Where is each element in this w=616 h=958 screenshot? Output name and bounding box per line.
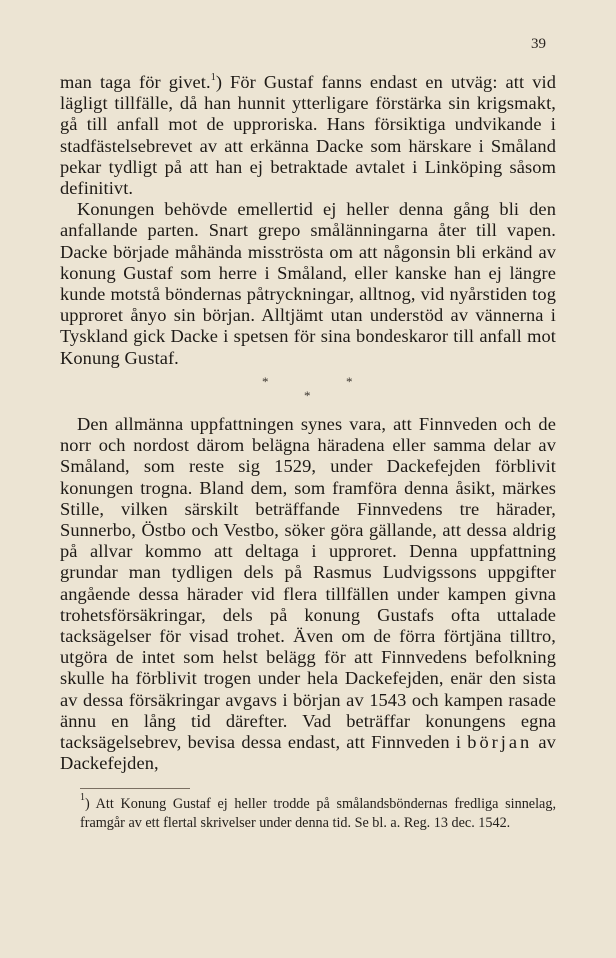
footnote-body: ) Att Konung Gustaf ej heller trodde på smålandsböndernas fredliga sinnelag, framgår av ett flertal skrivelser under denna tid. Se bl. a. Reg. 13 dec. 1542. — [80, 796, 556, 831]
paragraph-1-part-a: man taga för givet. — [60, 72, 211, 92]
footnote — [80, 792, 556, 833]
footnote-reference: 1 — [210, 72, 216, 83]
upper-text-block — [60, 72, 556, 369]
spaced-emphasis: början — [467, 732, 533, 753]
paragraph-2: Konungen behövde emellertid ej heller denna gång bli den anfallande parten. Snart grepo smålänningarna åter till vapen. Dacke började måhända misströsta om att någonsin bli erkänd av konung Gustaf som herre i Småland, eller kanske han ej längre kunde motstå böndernas påtryckningar, alltnog, vid nyårstiden tog upproret ånyo sin början. Alltjämt utan understöd av vännerna i Tyskland gick Dacke i spetsen för sina bondeskaror till anfall mot Konung Gustaf. — [60, 199, 556, 368]
lower-text-block — [60, 414, 556, 774]
paragraph-1 — [60, 72, 556, 199]
footnote-marker: 1 — [80, 792, 85, 803]
separator-star-right: * — [346, 374, 353, 389]
footnote-text — [80, 792, 556, 833]
paragraph-3-part-b: av Dackefejden, — [60, 732, 556, 774]
footnote-rule — [80, 788, 190, 789]
section-separator — [0, 374, 616, 414]
separator-star-left: * — [262, 374, 269, 389]
separator-star-center: * — [304, 388, 311, 403]
paragraph-1-part-b: ) För Gustaf fanns endast en utväg: att vid lägligt tillfälle, då han hunnit ytterligare förstärka sin krigsmakt, gå till anfall mot de upproriska. Hans försiktiga undvikande i stadfästelsebrevet av att erkänna Dacke som härskare i Småland pekar tydligt på att han ej betraktade avtalet i Linköping såsom definitivt. — [60, 72, 556, 199]
page-number: 39 — [531, 36, 546, 52]
paragraph-3-part-a: Den allmänna uppfattningen synes vara, att Finnveden och de norr och nordost därom belägna häradena eller samma delar av Småland, som reste sig 1529, under Dackefejden förblivit konungen trogna. Bland dem, som framföra denna åsikt, märkes Stille, vilken särskilt beträffande Finnvedens tre härader, Sunnerbo, Östbo och Vestbo, söker göra gällande, att dessa aldrig på allvar kommo att deltaga i upproret. Denna uppfattning grundar man tydligen dels på Rasmus Ludvigssons uppgifter angående dessa härader vid flera tillfällen under kampen givna trohetsförsäkringar, dels på konung Gustafs ofta uttalade tacksägelser för visad trohet. Även om de förra förtjäna tilltro, utgöra de intet som helst belägg för att Finnvedens befolkning skulle ha förblivit trogen under hela Dackefejden, enär den sista av dessa försäkringar avgavs i början av 1543 och kampen rasade ännu en lång tid därefter. Vad beträffar konungens egna tacksägelsebrev, bevisa dessa endast, att Finnveden i — [60, 414, 556, 753]
paragraph-3 — [60, 414, 556, 774]
